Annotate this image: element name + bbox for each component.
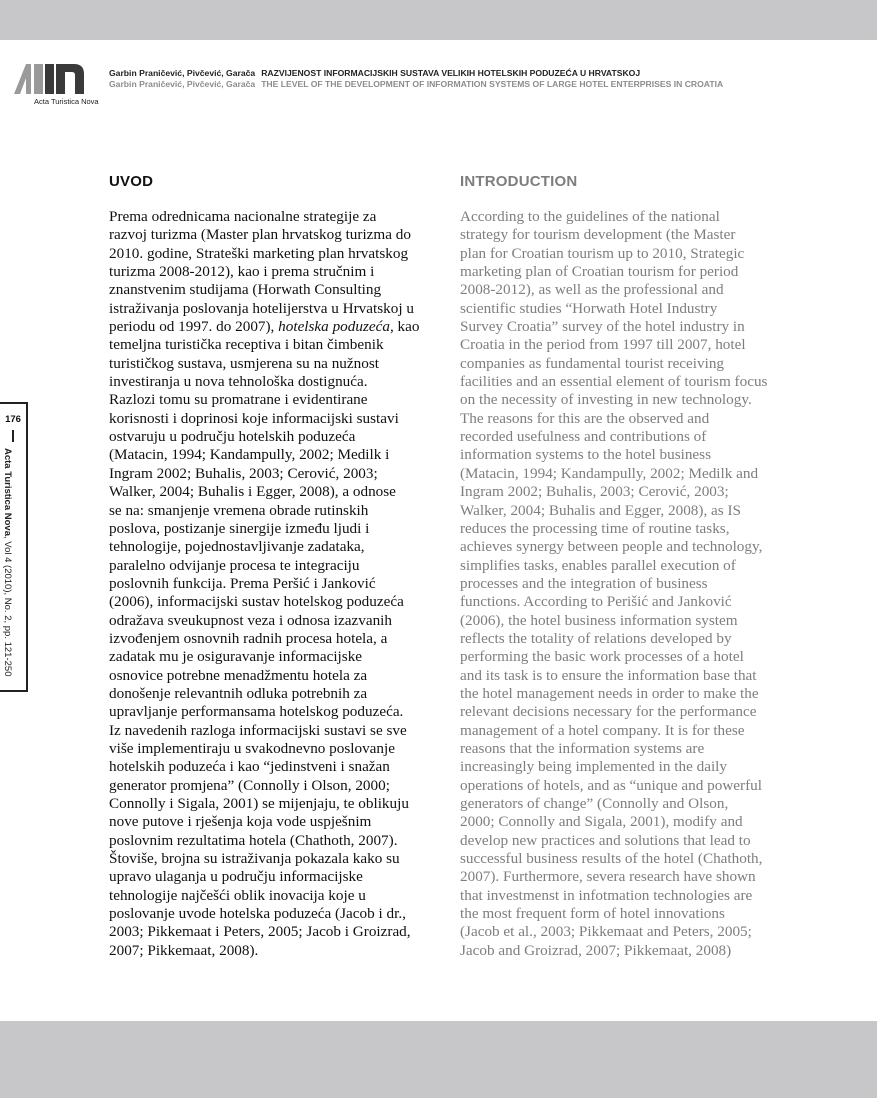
text-line: hotelskih poduzeća i kao “jedinstveni i snažan <box>109 758 390 776</box>
text-line: tehnologije, pojednostavljivanje zadataka, <box>109 538 365 556</box>
text-line: Prema odrednicama nacionalne strategije za <box>109 208 377 225</box>
text-line: simplifies tasks, enables parallel execution of <box>460 556 736 574</box>
emphasis-term: hotelska poduzeća <box>278 318 390 336</box>
text-line: Štoviše, brojna su istraživanja pokazala kako su <box>109 850 400 868</box>
text-line: processes and the integration of business <box>460 574 708 592</box>
text-line: 2000; Connolly and Sigala, 2001), modify and <box>460 813 743 831</box>
text-line: izvođenjem osnovnih radnih procesa hotela, a <box>109 629 388 647</box>
text-line: performing the basic work processes of a hotel <box>460 648 744 666</box>
text-line: investiranja u nova tehnološka dostignuća. <box>109 373 368 391</box>
text-line: information systems to the hotel business <box>460 446 711 464</box>
text-fragment: , kao <box>389 318 420 336</box>
text-line: donošenje relevantnih odluka potrebnih za <box>109 684 368 702</box>
text-line: operations of hotels, and as “unique and powerful <box>460 776 762 794</box>
text-line: marketing plan of Croatian tourism for period <box>460 263 739 281</box>
text-line: (2006), the hotel business information system <box>460 611 738 629</box>
text-line: According to the guidelines of the national <box>460 208 720 225</box>
text-line: the most frequent form of hotel innovations <box>460 905 725 923</box>
text-line: Walker, 2004; Buhalis i Egger, 2008), a odnose <box>109 483 396 501</box>
text-line: successful business results of the hotel (Chathoth, <box>460 850 763 868</box>
body-text-hr <box>109 208 445 960</box>
logo-caption: Acta Turistica Nova <box>34 97 99 106</box>
text-line: poslovanje uvode hotelska poduzeća (Jacob i dr., <box>109 905 406 923</box>
text-line: scientific studies “Horwath Hotel Industry <box>460 299 718 317</box>
top-band <box>0 0 877 40</box>
text-line: (Matacin, 1994; Kandampully, 2002; Medilk and <box>460 464 759 482</box>
section-heading-en: INTRODUCTION <box>460 173 578 190</box>
text-line: (Jacob et al., 2003; Pikkemaat and Peters, 2005; <box>460 923 752 941</box>
text-line: temeljna turistička receptiva i bitan čimbenik <box>109 336 384 354</box>
text-line: nove putove i rješenja koja vode uspješnim <box>109 813 372 831</box>
header-authors-en: Garbin Praničević, Pivčević, Garača <box>109 79 256 89</box>
header-title-hr: RAZVIJENOST INFORMACIJSKIH SUSTAVA VELIKIH HOTELSKIH PODUZEĆA U HRVATSKOJ <box>261 68 641 78</box>
journal-volume: , Vol 4 (2010), No. 2, pp. 121-250 <box>2 536 13 677</box>
text-line: Ingram 2002; Buhalis, 2003; Cerović, 2003; <box>460 483 729 501</box>
text-line: odražava sveukupnost veza i odnosa izazvanih <box>109 611 392 629</box>
text-line: turizma 2008-2012), kao i prema stručnim i <box>109 263 375 281</box>
text-line: the hotel management needs in order to make the <box>460 684 759 702</box>
header-title-en: THE LEVEL OF THE DEVELOPMENT OF INFORMATION SYSTEMS OF LARGE HOTEL ENTERPRISES IN CROATIA <box>261 79 724 89</box>
text-line: 2003; Pikkemaat i Peters, 2005; Jacob i Groizrad, <box>109 923 411 941</box>
text-line: tehnologije najčešći oblik inovacija koje u <box>109 886 366 904</box>
text-line: reduces the processing time of routine tasks, <box>460 519 730 537</box>
text-line: plan for Croatian tourism up to 2010, Strategic <box>460 244 745 262</box>
text-line: istraživanja poslovanja hotelijerstva u Hrvatskoj u <box>109 299 414 317</box>
body-text-en <box>460 208 796 960</box>
journal-logo <box>14 60 84 94</box>
text-line: reasons that the information systems are <box>460 739 705 757</box>
text-line: strategy for tourism development (the Master <box>460 226 736 244</box>
text-line: razvoj turizma (Master plan hrvatskog turizma do <box>109 226 411 244</box>
section-heading-hr: UVOD <box>109 173 154 190</box>
text-line: Croatia in the period from 1997 till 2007, hotel <box>460 336 746 354</box>
text-line: zadatak mu je osiguravanje informacijske <box>109 648 363 666</box>
header-line-hr <box>109 68 849 79</box>
text-line: 2008-2012), as well as the professional and <box>460 281 724 299</box>
text-line <box>109 318 445 336</box>
text-line: upravo ulaganja u području informacijske <box>109 868 363 886</box>
text-line: poslovnim rezultatima hotela (Chathoth, 2007). <box>109 831 398 849</box>
text-line: Connolly i Sigala, 2001) se mijenjaju, te oblikuju <box>109 795 409 812</box>
text-line: Walker, 2004; Buhalis and Egger, 2008), as IS <box>460 501 742 519</box>
text-line: recorded usefulness and contributions of <box>460 428 707 446</box>
text-line: 2010. godine, Strateški marketing plan hrvatskog <box>109 244 409 262</box>
text-line: increasingly being implemented in the daily <box>460 758 727 776</box>
text-line: functions. According to Perišić and Janković <box>460 593 732 611</box>
page-number: 176 <box>5 414 21 425</box>
text-line: (Matacin, 1994; Kandampully, 2002; Medilk i <box>109 446 390 464</box>
text-line: upravljanje performansama hotelskog poduzeća. <box>109 703 404 721</box>
text-line: 2007; Pikkemaat, 2008). <box>109 941 259 959</box>
journal-name: Acta Turistica Nova <box>2 448 13 536</box>
text-line: The reasons for this are the observed and <box>460 409 710 427</box>
text-line: paralelno odvijanje procesa te integraciju <box>109 556 360 574</box>
text-line: on the necessity of investing in new technology. <box>460 391 752 409</box>
bottom-band <box>0 1021 877 1098</box>
text-line: poslova, postizanje sinergije između ljudi i <box>109 519 370 537</box>
text-line: that investmenst in infotmation technologies are <box>460 886 753 904</box>
text-line: relevant decisions necessary for the performance <box>460 703 757 721</box>
text-line: Razlozi tomu su promatrane i evidentirane <box>109 391 368 409</box>
journal-citation <box>2 448 13 676</box>
text-line: Jacob and Groizrad, 2007; Pikkemaat, 2008) <box>460 941 732 959</box>
text-line: generators of change” (Connolly and Olson, <box>460 795 729 812</box>
text-line: ostvaruju u području hotelskih poduzeća <box>109 428 356 446</box>
text-line: turističkog sustava, usmjerena su na nužnost <box>109 354 379 372</box>
text-line: achieves synergy between people and technology, <box>460 538 763 556</box>
text-line: (2006), informacijski sustav hotelskog poduzeća <box>109 593 404 611</box>
text-line: 2007). Furthermore, severa research have shown <box>460 868 756 886</box>
text-line: reflects the totality of relations developed by <box>460 629 732 647</box>
text-line: više implementiraju u svakodnevno poslovanje <box>109 739 395 757</box>
text-line: generator promjena” (Connolly i Olson, 2000; <box>109 776 390 794</box>
text-line: poslovnih funkcija. Prema Peršić i Janković <box>109 574 376 592</box>
header-line-en <box>109 79 849 90</box>
header-authors: Garbin Praničević, Pivčević, Garača <box>109 68 256 78</box>
text-line: and its task is to ensure the information base that <box>460 666 757 684</box>
text-line: develop new practices and solutions that lead to <box>460 831 751 849</box>
text-line: Ingram 2002; Buhalis, 2003; Cerović, 2003; <box>109 464 378 482</box>
text-fragment: periodu od 1997. do 2007), <box>109 318 279 336</box>
text-line: management of a hotel company. It is for these <box>460 721 745 739</box>
text-line: companies as fundamental tourist receiving <box>460 354 725 372</box>
text-line: znanstvenim studijama (Horwath Consulting <box>109 281 382 299</box>
page-number-divider <box>12 430 14 442</box>
text-line: Iz navedenih razloga informacijski sustavi se sve <box>109 721 407 739</box>
text-line: Survey Croatia” survey of the hotel industry in <box>460 318 745 336</box>
running-header <box>109 68 849 90</box>
text-line: facilities and an essential element of tourism focus <box>460 373 768 391</box>
text-line: osnovice potrebne menadžmentu hotela za <box>109 666 368 684</box>
text-line: se na: smanjenje vremena obrade rutinskih <box>109 501 369 519</box>
text-line: korisnosti i doprinosi koje informacijski sustavi <box>109 409 399 427</box>
